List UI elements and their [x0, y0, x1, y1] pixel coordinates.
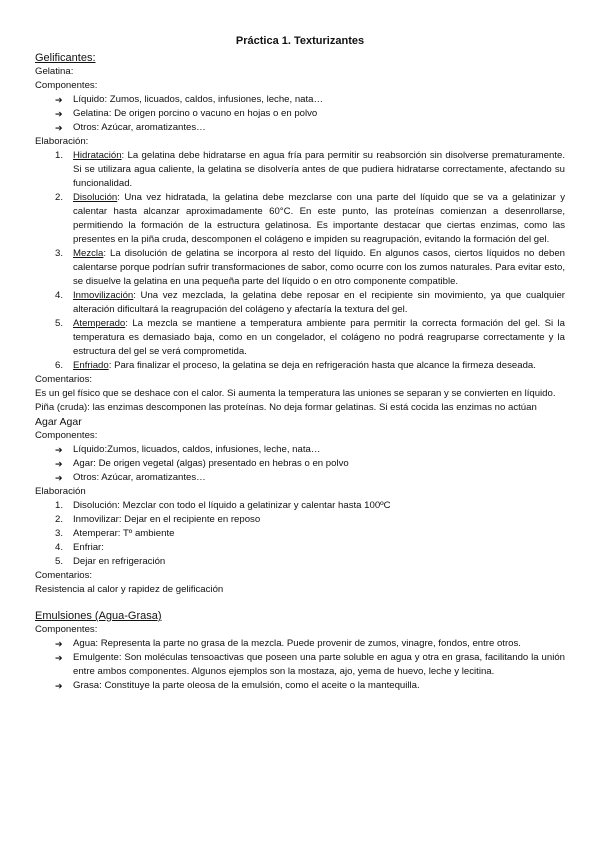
section-heading-gelificantes: Gelificantes:: [35, 52, 96, 64]
list-item: 4. Inmovilización: Una vez mezclada, la gelatina debe reposar en el recipiente sin movimiento, ya que cualquier alteración dificultará la reagrupación del colágeno y afectaría la textura del gel.: [55, 290, 565, 315]
gelatina-comentario: Es un gel físico que se deshace con el calor. Si aumenta la temperatura las uniones se separan y se convierten en líquido.: [35, 388, 556, 399]
page-title: Práctica 1. Texturizantes: [235, 35, 365, 47]
arrow-bullet-icon: ➔: [55, 123, 63, 133]
agar-componentes-list: [35, 443, 565, 485]
list-item: ➔ Otros: Azúcar, aromatizantes…: [55, 122, 206, 133]
list-item: ➔ Líquido: Zumos, licuados, caldos, infusiones, leche, nata…: [55, 94, 324, 105]
list-item: 1. Hidratación: La gelatina debe hidratarse en agua fría para permitir su reabsorción sin disolverse prematuramente. Si se utilizara agua caliente, la gelatina se disolvería antes de que pudiera hidratarse correctamente, afectando su funcionalidad.: [55, 150, 565, 189]
gelatina-elaboracion-label: Elaboración:: [35, 136, 89, 147]
arrow-bullet-icon: ➔: [55, 653, 63, 663]
section-heading-emulsiones: Emulsiones (Agua-Grasa): [35, 610, 162, 622]
list-item: 6. Enfriado: Para finalizar el proceso, la gelatina se deja en refrigeración hasta que alcance la firmeza deseada.: [55, 360, 536, 371]
gelatina-componentes-list: [35, 93, 565, 135]
gelatina-steps-list: [35, 149, 565, 373]
list-item: ➔ Agar: De origen vegetal (algas) presentado en hebras o en polvo: [55, 458, 349, 469]
arrow-bullet-icon: ➔: [55, 473, 63, 483]
arrow-bullet-icon: ➔: [55, 681, 63, 691]
agar-comentario: Resistencia al calor y rapidez de gelificación: [35, 584, 224, 595]
list-item: 5. Dejar en refrigeración: [55, 556, 166, 567]
list-item: 2. Disolución: Una vez hidratada, la gelatina debe mezclarse con una parte del líquido que se va a gelatinizar y calentar hasta alcanzar aproximadamente 60°C. En este punto, las proteínas comienzan a desenrollarse, permitiendo la formación de la estructura gelatinosa. Es importante destacar que ciertas enzimas, como las presentes en la piña cruda, descomponen el colágeno e impiden su reagrupación, evitando la formación del gel.: [55, 192, 565, 245]
gelatina-comentarios-label: Comentarios:: [35, 374, 93, 385]
list-item: ➔ Agua: Representa la parte no grasa de la mezcla. Puede provenir de zumos, vinagre, fondos, entre otros.: [55, 638, 521, 649]
list-item: ➔ Emulgente: Son moléculas tensoactivas que poseen una parte soluble en agua y otra en grasa, facilitando la unión entre ambos componentes. Algunos ejemplos son la mostaza, ajo, yema de huevo, leche y lecitina.: [55, 652, 565, 677]
list-item: ➔ Grasa: Constituye la parte oleosa de la emulsión, como el aceite o la mantequilla.: [55, 680, 420, 691]
arrow-bullet-icon: ➔: [55, 459, 63, 469]
agar-comentarios-label: Comentarios:: [35, 570, 93, 581]
agar-elaboracion-label: Elaboración: [35, 486, 86, 497]
arrow-bullet-icon: ➔: [55, 95, 63, 105]
gelatina-heading: Gelatina:: [35, 66, 74, 77]
agar-componentes-label: Componentes:: [35, 430, 98, 441]
agar-heading: Agar Agar: [35, 416, 82, 428]
list-item: ➔ Otros: Azúcar, aromatizantes…: [55, 472, 206, 483]
document-page: [35, 34, 565, 693]
list-item: 1. Disolución: Mezclar con todo el líquido a gelatinizar y calentar hasta 100ºC: [55, 500, 391, 511]
gelatina-componentes-label: Componentes:: [35, 80, 98, 91]
list-item: 2. Inmovilizar: Dejar en el recipiente en reposo: [55, 514, 261, 525]
agar-steps-list: [35, 499, 565, 569]
emulsiones-componentes-list: [35, 637, 565, 693]
list-item: ➔ Líquido:Zumos, licuados, caldos, infusiones, leche, nata…: [55, 444, 321, 455]
gelatina-comentario: Piña (cruda): las enzimas descomponen las proteínas. No deja formar gelatinas. Si está cocida las enzimas no actúan: [35, 402, 537, 413]
arrow-bullet-icon: ➔: [55, 639, 63, 649]
emulsiones-componentes-label: Componentes:: [35, 624, 98, 635]
list-item: 3. Mezcla: La disolución de gelatina se incorpora al resto del líquido. En algunos casos, ciertos líquidos no deben calentarse porque podrían sufrir transformaciones de sabor, como ocurre con los zumos naturales. Para evitar esto, se disuelve la gelatina en una pequeña parte del líquido o en otro componente compatible.: [55, 248, 565, 287]
list-item: 5. Atemperado: La mezcla se mantiene a temperatura ambiente para permitir la correcta formación del gel. Si la temperatura es demasiado baja, como en un congelador, el colágeno no podrá reagruparse correctamente y la estructura del gel se verá comprometida.: [55, 318, 565, 357]
list-item: 3. Atemperar: Tº ambiente: [55, 528, 175, 539]
arrow-bullet-icon: ➔: [55, 445, 63, 455]
list-item: ➔ Gelatina: De origen porcino o vacuno en hojas o en polvo: [55, 108, 318, 119]
arrow-bullet-icon: ➔: [55, 109, 63, 119]
list-item: 4. Enfriar:: [55, 542, 104, 553]
